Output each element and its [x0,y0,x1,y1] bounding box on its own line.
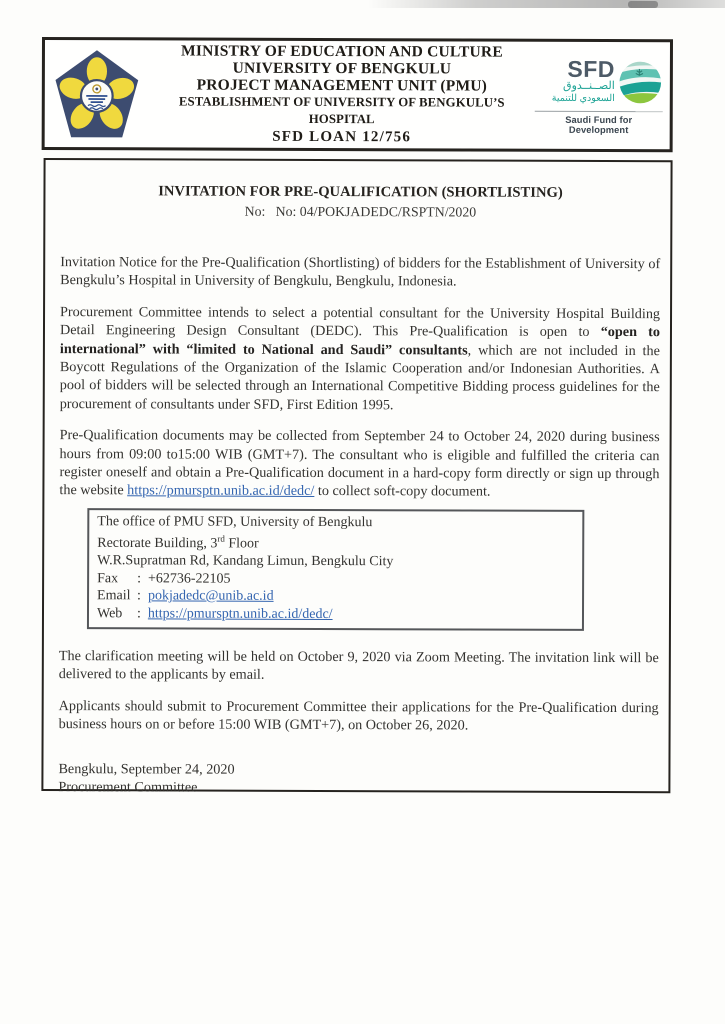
paragraph-segment: , which are not included in the Boycott Regulations of the Organization of the Islamic Cooperation and/or Indonesian Authorities. A pool of bidders will be selected through an International Competitive Bidding process guidelines for the procurement of consultants under SFD, First Edition 1995. [59,342,660,414]
paragraph-segment: Procurement Committee intends to select a potential consultant for the University Hospital Building Detail Engineering Design Consultant (DEDC). This Pre-Qualification is open to [59,303,661,341]
web-link[interactable]: https://pmursptn.unib.ac.id/dedc/ [147,605,333,622]
eligibility-bold-text: “open to international” with “limited to National and Saudi” consultants [59,324,661,359]
office-line-web [97,605,574,624]
ministry-line: MINISTRY OF EDUCATION AND CULTURE [181,42,503,61]
document-title: INVITATION FOR PRE-QUALIFICATION (SHORTLISTING) [158,183,563,201]
ordinal-superscript: rd [217,533,225,544]
office-line-name: The office of PMU SFD, University of Bengkulu [97,514,373,531]
office-line-fax [97,570,574,589]
sfd-arabic-name-line1: الصــنــدوق [563,79,615,93]
separator-colon: : [137,571,142,587]
letterhead [42,37,673,152]
separator-colon: : [136,605,141,621]
saudi-fund-for-development-logo [535,56,670,135]
sfd-globe-icon [616,56,663,107]
fax-number: +62736-22105 [147,571,231,587]
pmursptn-website-link[interactable]: https://pmursptn.unib.ac.id/dedc/ [127,482,315,500]
paragraph-submission-deadline: Applicants should submit to Procurement Committee their applications for the Pre-Qualification during business hours on or before 15:00 WIB (GMT+7), on October 26, 2020. [58,697,659,734]
office-line-street: W.R.Supratman Rd, Kandang Limun, Bengkulu City [97,553,394,570]
office-address-box [87,508,584,631]
office-line-email [97,587,574,606]
university-line: UNIVERSITY OF BENGKULU [232,59,452,78]
pmu-line: PROJECT MANAGEMENT UNIT (PMU) [196,76,488,95]
sfd-caption: Saudi Fund for Development [565,114,633,136]
floor-text: Floor [224,536,259,552]
letterhead-text [149,42,535,146]
sfd-divider [535,111,663,112]
document-number: No: No: 04/POKJADEDC/RSPTN/2020 [244,203,477,220]
building-text: Rectorate Building, 3 [97,536,218,552]
loan-line: SFD LOAN 12/756 [272,128,412,146]
fax-label: Fax [97,570,119,587]
sfd-arabic-name-line2: السعودي للتنمية [551,92,615,105]
separator-colon: : [137,588,141,604]
paragraph-segment: to collect soft-copy document. [314,483,491,501]
establishment-line: ESTABLISHMENT OF UNIVERSITY OF BENGKULU’S HOSPITAL [178,94,505,127]
office-line-building [97,530,574,554]
paragraph-document-collection [59,426,659,502]
signature-block [58,760,658,799]
email-label: Email [97,588,131,604]
paragraph-segment: Pre-Qualification documents may be collected from September 24 to October 24, 2020 during business hours from 09:00 to15:00 WIB (GMT+7). The consultant who is eligible and fulfilled the criteria can register oneself and obtain a Pre-Qualification document in a hard-copy form directly or sign up through the website [59,427,660,499]
signature-place-date: Bengkulu, September 24, 2020 [58,760,235,778]
web-label: Web [96,605,123,621]
sfd-acronym: SFD [567,55,615,83]
paragraph-consultant-selection [60,303,660,416]
paragraph-invitation-notice: Invitation Notice for the Pre-Qualification (Shortlisting) of bidders for the Establishment of University of Bengkulu’s Hospital in University of Bengkulu, Bengkulu, Indonesia. [60,254,661,290]
university-of-bengkulu-logo-icon [45,48,149,140]
email-link[interactable]: pokjadedc@unib.ac.id [147,588,274,604]
paragraph-clarification-meeting: The clarification meeting will be held on October 9, 2020 via Zoom Meeting. The invitation link will be delivered to the applicants by email. [58,648,659,684]
signature-committee: Procurement Committee [58,779,198,796]
document-body [41,158,672,796]
